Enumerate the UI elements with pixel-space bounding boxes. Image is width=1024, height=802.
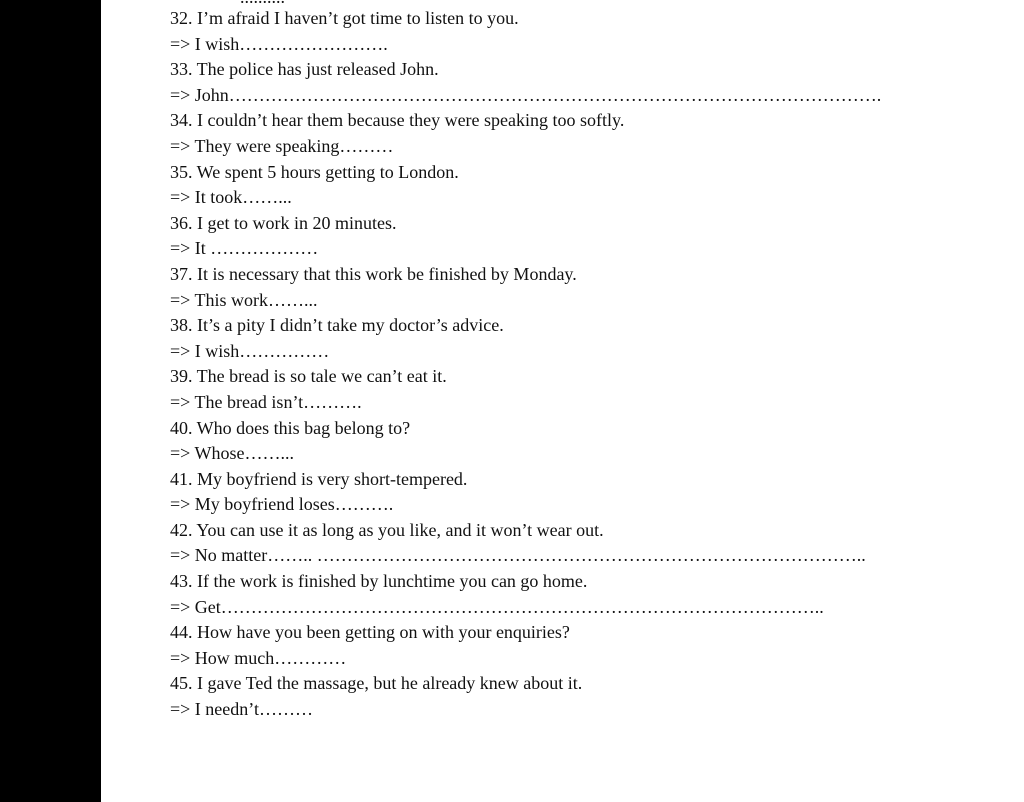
question-34: 34. I couldn’t hear them because they were speaking too softly. bbox=[170, 110, 625, 131]
question-43: 43. If the work is finished by lunchtime you can go home. bbox=[170, 571, 588, 592]
question-41: 41. My boyfriend is very short-tempered. bbox=[170, 468, 468, 489]
exercise-list bbox=[170, 6, 881, 723]
question-32: 32. I’m afraid I haven’t got time to listen to you. bbox=[170, 8, 519, 28]
question-38: 38. It’s a pity I didn’t take my doctor’s advice. bbox=[170, 315, 504, 336]
question-42: 42. You can use it as long as you like, and it won’t wear out. bbox=[170, 519, 604, 540]
question-37: 37. It is necessary that this work be finished by Monday. bbox=[170, 263, 577, 284]
question-40: 40. Who does this bag belong to? bbox=[170, 417, 411, 438]
question-36: 36. I get to work in 20 minutes. bbox=[170, 212, 397, 233]
answer-44: => How much………… bbox=[170, 647, 347, 668]
answer-38: => I wish…………… bbox=[170, 340, 330, 361]
answer-34: => They were speaking……… bbox=[170, 135, 394, 156]
question-39: 39. The bread is so tale we can’t eat it. bbox=[170, 366, 447, 387]
question-33: 33. The police has just released John. bbox=[170, 59, 439, 80]
question-35: 35. We spent 5 hours getting to London. bbox=[170, 161, 459, 182]
answer-35: => It took……... bbox=[170, 187, 292, 208]
answer-45: => I needn’t……… bbox=[170, 699, 313, 720]
answer-39: => The bread isn’t………. bbox=[170, 391, 362, 412]
answer-36: => It ……………… bbox=[170, 238, 319, 259]
question-44: 44. How have you been getting on with your enquiries? bbox=[170, 622, 570, 643]
answer-33: => John………………………………………………………………………………………………. bbox=[170, 84, 882, 105]
answer-32: => I wish……………………. bbox=[170, 33, 388, 54]
answer-42: => No matter…….. ……………………………………………………………………………….. bbox=[170, 545, 866, 566]
answer-40: => Whose……... bbox=[170, 443, 294, 464]
answer-43: => Get……………………………………………………………………………………….. bbox=[170, 596, 824, 617]
answer-41: => My boyfriend loses………. bbox=[170, 494, 394, 515]
left-black-bar bbox=[0, 0, 101, 802]
answer-37: => This work……... bbox=[170, 289, 318, 310]
question-45: 45. I gave Ted the massage, but he already knew about it. bbox=[170, 673, 583, 694]
